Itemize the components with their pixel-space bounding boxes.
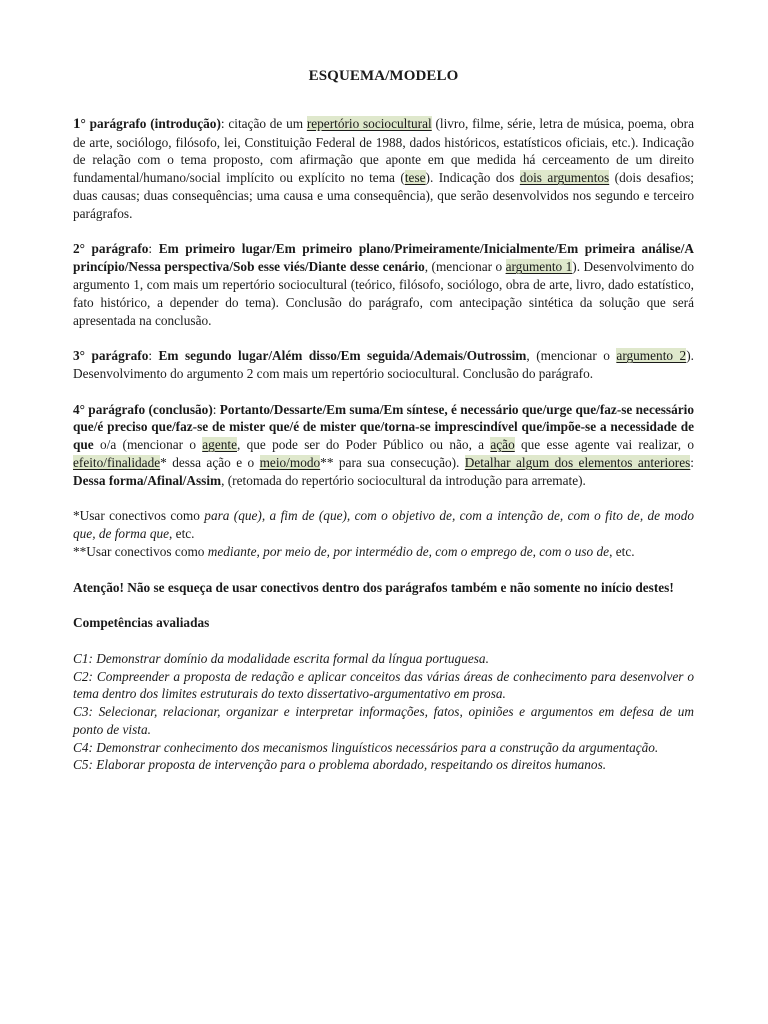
paragraph-1-label: ° parágrafo (introdução) [80, 115, 221, 131]
highlight-repertorio: repertório sociocultural [306, 115, 432, 131]
page-title: ESQUEMA/MODELO [308, 68, 459, 84]
paragraph-4-connectives: Portanto/Dessarte/Em suma/Em síntese, é necessário que/urge que/faz-se necessário que/é preciso que/faz-se de mister que/é de mister que/torna-se imprescindível que/impõe-se a necessidade de que [73, 401, 694, 453]
paragraph-4-text-d: * dessa ação e o [160, 454, 260, 470]
note-finalidade [73, 507, 694, 543]
note-2-connectives: mediante, por meio de, por intermédio de, com o emprego de, com o uso de [207, 543, 610, 559]
paragraph-4-text-a: o/a (mencionar o [93, 437, 203, 453]
highlight-dois-argumentos: dois argumentos [519, 170, 610, 186]
paragraph-2-label: 2° parágrafo [73, 241, 149, 257]
paragraph-1-colon: : [220, 115, 225, 131]
highlight-argumento-1: argumento 1 [505, 259, 573, 275]
paragraph-4-text-g: , (retomada do repertório sociocultural da introdução para arremate). [221, 472, 586, 488]
paragraph-4-colon: : [212, 401, 220, 417]
paragraph-2 [73, 240, 694, 329]
competencias-heading: Competências avaliadas [73, 615, 210, 631]
paragraph-2-colon: : [148, 241, 159, 257]
paragraph-3-colon: : [148, 348, 159, 364]
paragraph-2-connectives: Em primeiro lugar/Em primeiro plano/Primeiramente/Inicialmente/Em primeira análise/A princípio/Nessa perspectiva/Sob esse viés/Diante desse cenário [73, 241, 694, 275]
highlight-detalhar: Detalhar algum dos elementos anteriores [464, 454, 691, 470]
highlight-meio-modo: meio/modo [259, 454, 321, 470]
document-page [73, 68, 694, 774]
note-1-text-a: *Usar conectivos como [73, 508, 205, 524]
paragraph-4-text-c: que esse agente vai realizar, o [514, 437, 695, 453]
paragraph-4-text-e: ** para sua consecução). [320, 454, 465, 470]
paragraph-2-text-b: ). Desenvolvimento do argumento 1, com mais um repertório sociocultural (teórico, filósofo, sociólogo, obra de arte, livro, dado estatístico, fato histórico, a depender do tema). Conclusão do parágrafo, com antecipação sintética da solução que será apresentada na conclusão. [73, 259, 694, 328]
competencia-c4: C4: Demonstrar conhecimento dos mecanismos linguísticos necessários para a construção da argumentação. [73, 739, 659, 755]
paragraph-1-introducao [73, 115, 694, 223]
highlight-tese: tese [404, 170, 426, 186]
paragraph-1-text-a: citação de um [224, 115, 307, 131]
paragraph-2-text-a: , (mencionar o [424, 259, 506, 275]
paragraph-3-connectives: Em segundo lugar/Além disso/Em seguida/Ademais/Outrossim [158, 348, 527, 364]
paragraph-3 [73, 347, 694, 383]
note-2-text-a: **Usar conectivos como [73, 543, 208, 559]
competencia-c1: C1: Demonstrar domínio da modalidade escrita formal da língua portuguesa. [73, 650, 489, 666]
highlight-acao: ação [490, 437, 515, 453]
paragraph-1-text-d: (dois desafios; duas causas; duas consequências; uma causa e uma consequência), que serão desenvolvidos nos segundo e terceiro parágrafos. [73, 170, 694, 221]
paragraph-4-text-f: : [690, 454, 694, 470]
paragraph-1-number: 1 [73, 115, 81, 132]
paragraph-4-label: 4° parágrafo (conclusão) [73, 401, 213, 417]
paragraph-3-text-b: ). Desenvolvimento do argumento 2 com mais um repertório sociocultural. Conclusão do parágrafo. [73, 348, 694, 381]
note-2-text-b: , etc. [609, 543, 635, 559]
paragraph-3-text-a: , (mencionar o [526, 348, 617, 364]
note-meio-modo [73, 543, 694, 561]
competencia-c5: C5: Elaborar proposta de intervenção para o problema abordado, respeitando os direitos humanos. [73, 757, 607, 773]
competencia-c3: C3: Selecionar, relacionar, organizar e interpretar informações, fatos, opiniões e argumentos em defesa de um ponto de vista. [73, 704, 694, 737]
paragraph-4-connectives-2: Dessa forma/Afinal/Assim [73, 472, 222, 488]
highlight-agente: agente [202, 437, 237, 453]
highlight-argumento-2: argumento 2 [616, 348, 687, 364]
attention-notice: Atenção! Não se esqueça de usar conectivos dentro dos parágrafos também e não somente no início destes! [73, 579, 674, 595]
highlight-efeito-finalidade: efeito/finalidade [73, 454, 161, 470]
competencia-c2: C2: Compreender a proposta de redação e aplicar conceitos das várias áreas de conhecimento para desenvolver o tema dentro dos limites estruturais do texto dissertativo-argumentativo em prosa. [73, 668, 694, 702]
paragraph-1-text-c: ). Indicação dos [425, 170, 520, 186]
paragraph-4-conclusao [73, 401, 694, 490]
paragraph-4-text-b: , que pode ser do Poder Público ou não, a [236, 437, 491, 453]
paragraph-1-text-b: (livro, filme, série, letra de música, poema, obra de arte, sociólogo, filósofo, lei, Constituição Federal de 1988, dados históricos, estatísticos oficiais, etc.). Indicação de relação com o tema proposto, com afirmação que aponte em que medida há cerceamento de um direito fundamental/humano/social implícito ou explícito no tema ( [73, 115, 695, 186]
note-1-connectives: para (que), a fim de (que), com o objetivo de, com a intenção de, com o fito de, de modo que, de forma que [73, 508, 694, 542]
note-1-text-b: , etc. [169, 526, 195, 542]
paragraph-3-label: 3° parágrafo [73, 348, 149, 364]
